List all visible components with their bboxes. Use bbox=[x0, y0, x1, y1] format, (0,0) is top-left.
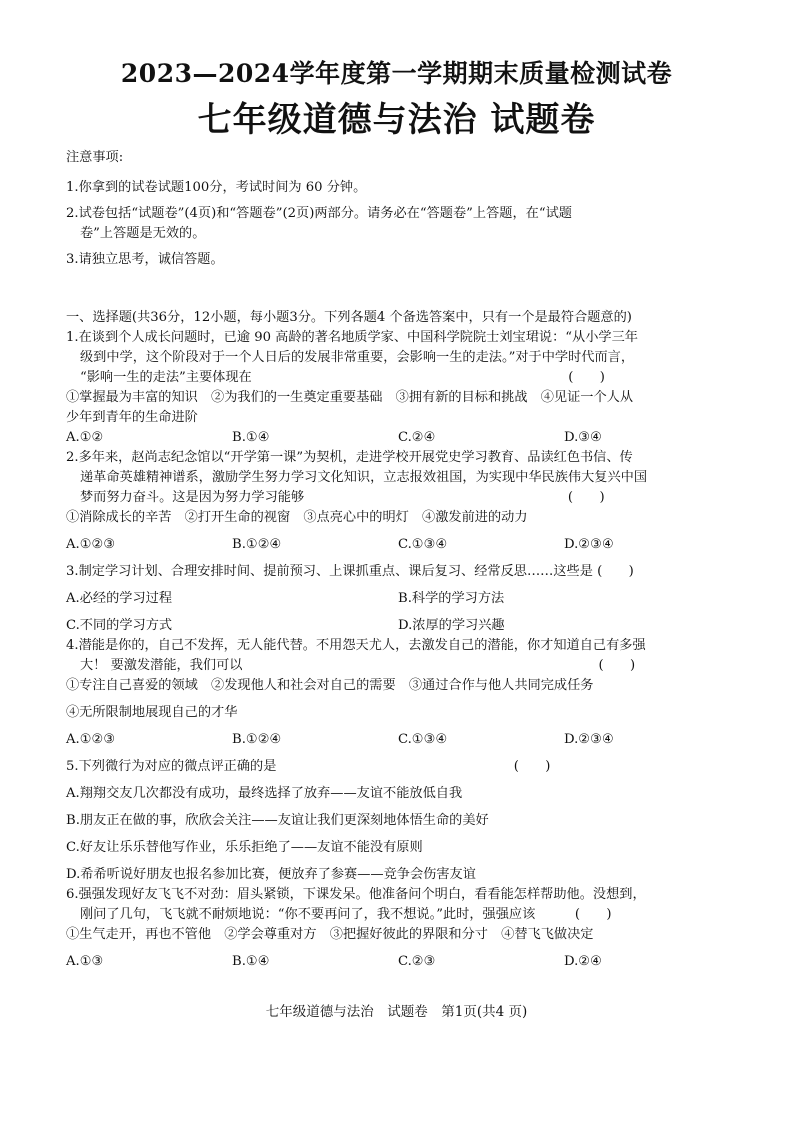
option-a: A.①② bbox=[66, 430, 104, 445]
exam-subtitle: 七年级道德与法治 试题卷 bbox=[197, 100, 596, 140]
question-6-items: ①生气走开，再也不管他 ②学会尊重对方 ③把握好彼此的界限和分寸 ④替飞飞做决定 bbox=[66, 927, 594, 942]
question-2-stem: 递革命英雄精神谱系，激励学生努力学习文化知识，立志报效祖国，为实现中华民族伟大复兴中国 bbox=[80, 470, 648, 485]
section-heading: 一、选择题(共36分，12小题，每小题3分。下列各题4 个备选答案中，只有一个是最符合题意的) bbox=[66, 310, 632, 325]
notice-item-continued: 卷”上答题是无效的。 bbox=[80, 226, 206, 241]
exam-content bbox=[66, 148, 731, 972]
option-a: A.①②③ bbox=[66, 537, 116, 552]
question-4-items: ①专注自己喜爱的领域 ②发现他人和社会对自己的需要 ③通过合作与他人共同完成任务 bbox=[66, 678, 594, 693]
page-footer: 七年级道德与法治 试题卷 第1页(共4 页) bbox=[265, 1004, 528, 1020]
question-2-options bbox=[66, 535, 731, 555]
question-4-stem: 大！ 要激发潜能，我们可以 ( ) bbox=[80, 658, 636, 673]
option-d: D.②④ bbox=[564, 954, 602, 969]
option-c: C.②③ bbox=[398, 954, 436, 969]
question-1-items: 少年到青年的生命进阶 bbox=[66, 410, 198, 425]
option-c: C.①③④ bbox=[398, 537, 448, 552]
question-6-stem: 6.强强发现好友飞飞不对劲：眉头紧锁，下课发呆。他准备问个明白，看看能怎样帮助他。没想到， bbox=[66, 887, 646, 902]
option-c: C.②④ bbox=[398, 430, 436, 445]
option-c: C.①③④ bbox=[398, 732, 448, 747]
option-d: D.②③④ bbox=[564, 537, 614, 552]
option-d: D.②③④ bbox=[564, 732, 614, 747]
question-4-stem: 4.潜能是你的，自己不发挥，无人能代替。不用怨天尤人，去激发自己的潜能，你才知道自己有多强 bbox=[66, 638, 646, 653]
question-1-options bbox=[66, 428, 731, 448]
option-a: A.①③ bbox=[66, 954, 104, 969]
question-4-items: ④无所限制地展现自己的才华 bbox=[66, 705, 238, 720]
question-2-stem: 2.多年来，赵尚志纪念馆以“开学第一课”为契机，走进学校开展党史学习教育、品读红色书信、传 bbox=[66, 450, 633, 465]
question-1-stem: “影响一生的走法”主要体现在 ( ) bbox=[80, 370, 605, 385]
option-b: B.①④ bbox=[232, 954, 270, 969]
notice-item: 2.试卷包括“试题卷”(4页)和“答题卷”(2页)两部分。请务必在“答题卷”上答题，在“试题 bbox=[66, 206, 572, 221]
option-b: B.①②④ bbox=[232, 732, 282, 747]
option-b: B.科学的学习方法 bbox=[398, 591, 505, 606]
exam-title: 2023—2024学年度第一学期期末质量检测试卷 bbox=[120, 59, 673, 88]
question-4-options bbox=[66, 730, 731, 750]
option-c: C.不同的学习方式 bbox=[66, 618, 173, 633]
option-a: A.①②③ bbox=[66, 732, 116, 747]
notice-item: 1.你拿到的试卷试题100分，考试时间为 60 分钟。 bbox=[66, 180, 367, 195]
option-c: C.好友让乐乐替他写作业，乐乐拒绝了——友谊不能没有原则 bbox=[66, 840, 423, 855]
question-3-options bbox=[66, 589, 731, 609]
question-3-options bbox=[66, 616, 731, 636]
question-6-options bbox=[66, 952, 731, 972]
option-d: D.希希听说好朋友也报名参加比赛，便放弃了参赛——竞争会伤害友谊 bbox=[66, 867, 476, 882]
notice-title: 注意事项: bbox=[66, 150, 124, 165]
question-1-stem: 级到中学，这个阶段对于一个人日后的发展非常重要，会影响一生的走法。”对于中学时代而言， bbox=[80, 350, 635, 365]
option-d: D.③④ bbox=[564, 430, 602, 445]
question-2-stem: 梦而努力奋斗。这是因为努力学习能够 ( ) bbox=[80, 490, 605, 505]
question-1-items: ①掌握最为丰富的知识 ②为我们的一生奠定重要基础 ③拥有新的目标和挑战 ④见证一个人从 bbox=[66, 390, 634, 405]
question-6-stem: 刚问了几句，飞飞就不耐烦地说：“你不要再问了，我不想说。”此时，强强应该 ( ) bbox=[80, 907, 612, 922]
option-b: B.①④ bbox=[232, 430, 270, 445]
option-d: D.浓厚的学习兴趣 bbox=[398, 618, 505, 633]
question-5-stem: 5.下列微行为对应的微点评正确的是 ( ) bbox=[66, 759, 551, 774]
option-a: A.翔翔交友几次都没有成功，最终选择了放弃——友谊不能放低自我 bbox=[66, 786, 463, 801]
option-b: B.①②④ bbox=[232, 537, 282, 552]
question-2-items: ①消除成长的辛苦 ②打开生命的视窗 ③点亮心中的明灯 ④激发前进的动力 bbox=[66, 510, 528, 525]
option-a: A.必经的学习过程 bbox=[66, 591, 173, 606]
question-1-stem: 1.在谈到个人成长问题时，已逾 90 高龄的著名地质学家、中国科学院院士刘宝珺说：“从小学三年 bbox=[66, 330, 638, 345]
notice-item: 3.请独立思考，诚信答题。 bbox=[66, 252, 224, 267]
option-b: B.朋友正在做的事，欣欣会关注——友谊让我们更深刻地体悟生命的美好 bbox=[66, 813, 489, 828]
question-3-stem: 3.制定学习计划、合理安排时间、提前预习、上课抓重点、课后复习、经常反思……这些是 ( ) bbox=[66, 564, 634, 579]
